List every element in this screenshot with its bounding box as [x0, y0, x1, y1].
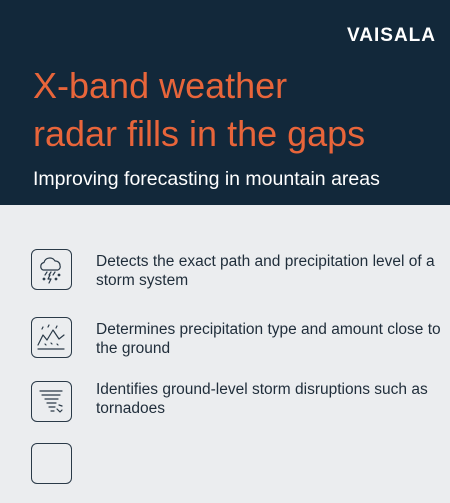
feature-text: Detects the exact path and precipitation level of a storm system: [96, 253, 435, 289]
tornado-icon: [31, 381, 72, 422]
brand-logo: VAISALA: [347, 25, 436, 46]
title-line-2: radar fills in the gaps: [33, 113, 366, 154]
subtitle: Improving forecasting in mountain areas: [33, 168, 380, 190]
feature-item-precipitation-type: [0, 313, 450, 373]
feature-item-partial: [0, 443, 450, 503]
storm-cloud-icon: [31, 249, 72, 290]
feature-list: [0, 205, 450, 450]
feature-text: Identifies ground-level storm disruptions such as tornadoes: [96, 381, 428, 417]
feature-item-tornado: [0, 377, 450, 437]
ground-precipitation-icon: [31, 317, 72, 358]
hero-banner: [0, 0, 450, 205]
feature-text: Determines precipitation type and amount close to the ground: [96, 321, 441, 357]
title-line-1: X-band weather: [33, 65, 288, 106]
partial-icon: [31, 443, 72, 484]
feature-item-storm-path: [0, 245, 450, 305]
page-title: [33, 62, 443, 158]
